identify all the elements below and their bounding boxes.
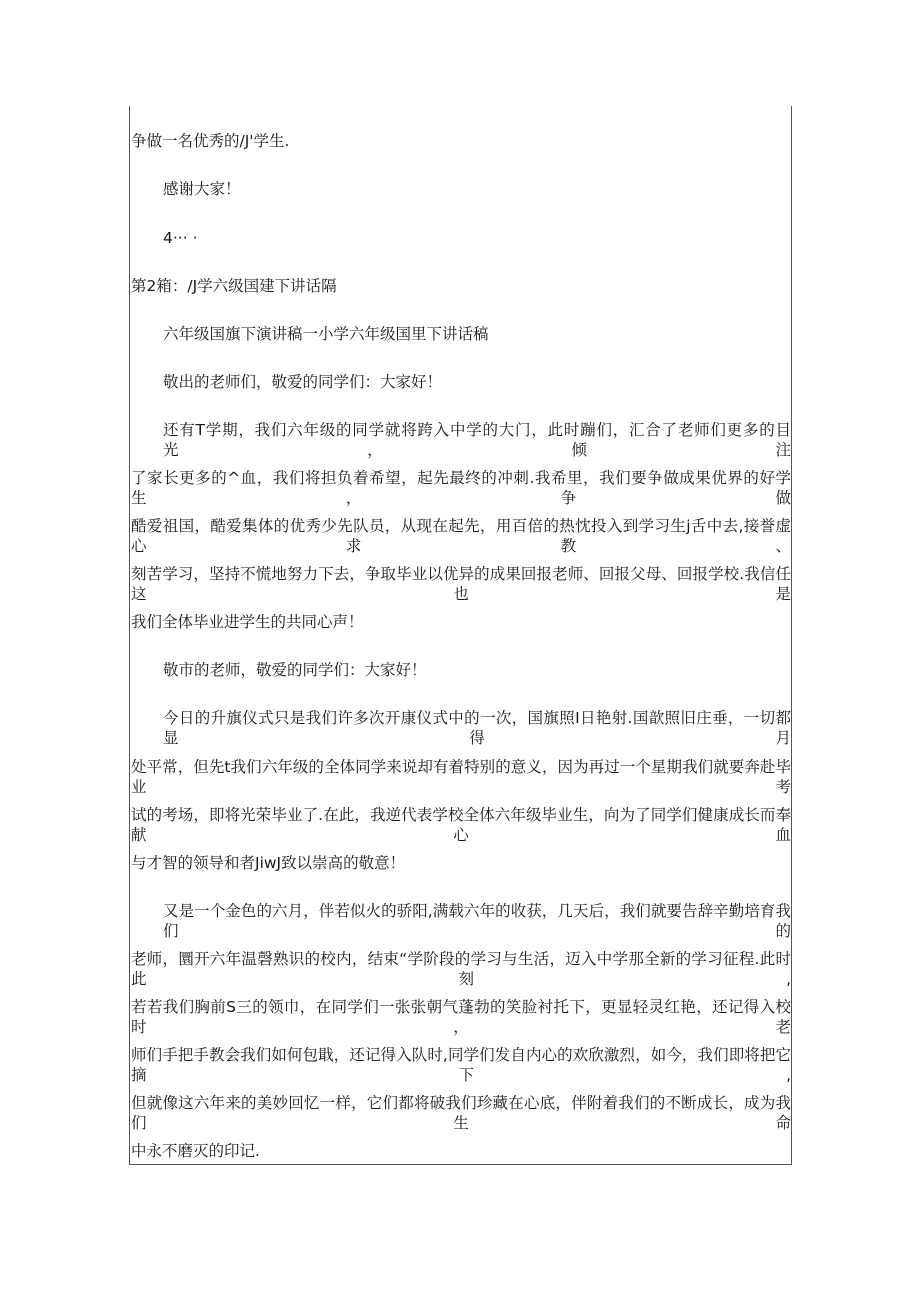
paragraph-line: 中永不磨灭的印记.: [131, 1142, 260, 1160]
paragraph-line: 还有T学期，我们六年级的同学就将跨入中学的大门，此时蹦们，汇合了老师们更多的目光，倾注: [163, 421, 791, 459]
paragraph-line: 处平常，但先t我们六年级的全体同学来说却有着特别的意义，因为再过一个星期我们就要奔赴毕业考: [131, 758, 791, 796]
paragraph-line: 但就像这六年来的美妙回忆一样，它们都将破我们珍藏在心底，伴附着我们的不断成长，成为我们生命: [131, 1094, 791, 1132]
paragraph-line: 试的考场，即将光荣毕业了.在此，我逆代表学校全体六年级毕业生，向为了同学们健康成长而奉献心血: [131, 806, 791, 844]
paragraph-line: 争做一名优秀的/J'学生.: [131, 132, 290, 150]
paragraph-line: 老师，圜开六年温磬熟识的校内，结束“学阶段的学习与生活，迈入中学那全新的学习征程.此时此刻,: [131, 950, 791, 988]
paragraph-line: 敬市的老师，敬爱的同学们：大家好！: [163, 661, 427, 679]
section-heading: 第2箱：/J学六级国建下讲话隔: [131, 277, 337, 295]
paragraph-line: 酷爱祖国，酷爱集体的优秀少先队员，从现在起先，用百倍的热忱投入到学习生j舌中去,接誉虚心求教、: [131, 517, 791, 555]
paragraph-line: 我们全体毕业进学生的共同心声！: [131, 613, 364, 631]
paragraph-line: 感谢大家！: [163, 180, 241, 198]
paragraph-line: 4··· ·: [163, 229, 198, 247]
paragraph-line: 了家长更多的^血，我们将担负着希望，起先最终的冲刺.我希里，我们要争做成果优界的好学生，争做: [131, 469, 791, 507]
paragraph-line: 六年级国旗下演讲稿一小学六年级国里下讲话稿: [163, 325, 489, 343]
paragraph-line: 若若我们胸前S三的领巾，在同学们一张张朝气蓬勃的笑脸衬托下，更显轻灵红艳，还记得入校时，老: [131, 998, 791, 1036]
paragraph-line: 又是一个金色的六月，伴若似火的骄阳,满载六年的收获，几天后，我们就要告辞辛勤培育我们的: [163, 902, 791, 940]
paragraph-line: 与才智的领导和者JiwJ致以崇高的敬意！: [131, 854, 406, 872]
paragraph-line: 敬出的老师们，敬爱的同学们：大家好！: [163, 373, 443, 391]
paragraph-line: 今日的升旗仪式只是我们许多次开康仪式中的一次，国旗照I日艳射.国歆照旧庄垂，一切都显得月: [163, 709, 791, 747]
paragraph-line: 刻苦学习，坚持不慌地努力下去，争取毕业以优异的成果回报老师、回报父母、回报学校.我信任这也是: [131, 565, 791, 603]
paragraph-line: 师们手把手教会我们如何包戢，还记得入队时,同学们发自内心的欢欣激烈，如今，我们即将把它摘下,: [131, 1046, 791, 1084]
